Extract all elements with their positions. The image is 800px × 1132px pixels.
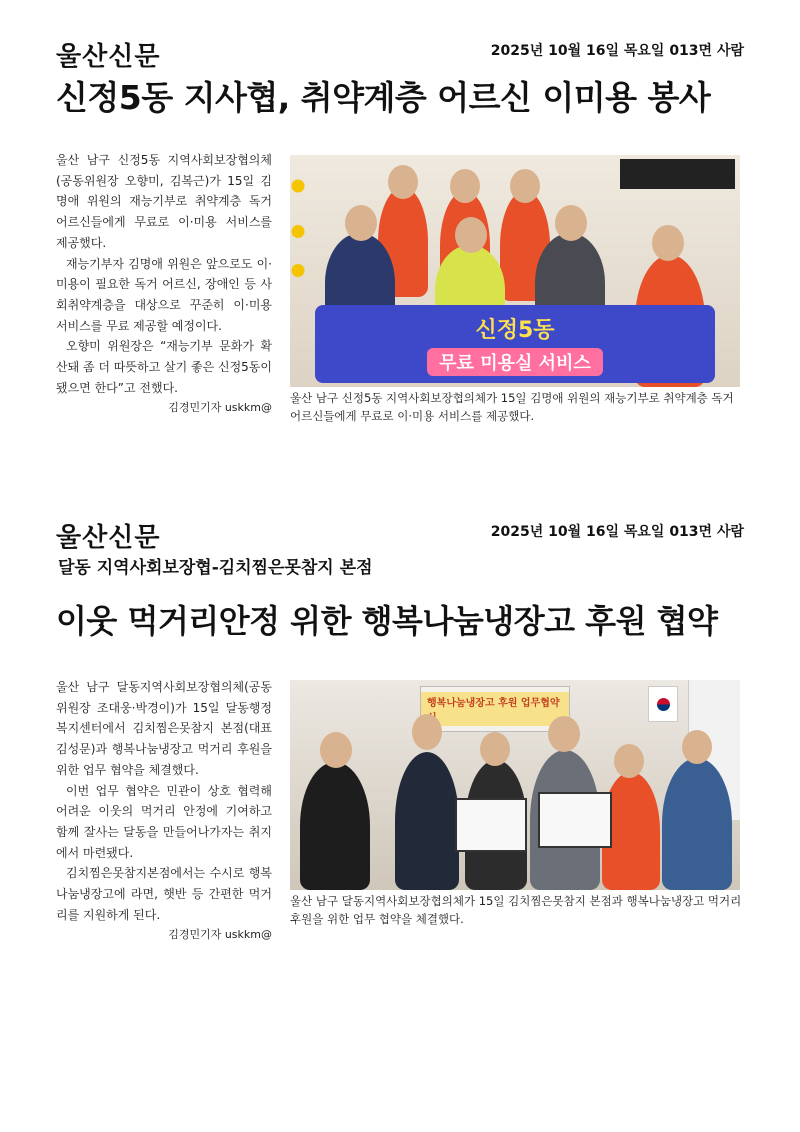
agreement-document	[455, 798, 527, 852]
photo-caption: 울산 남구 신정5동 지역사회보장협의체가 15일 김명애 위원의 재능기부로 취약계층 독거 어르신들에게 무료로 이·미용 서비스를 제공했다.	[290, 391, 734, 423]
photo-banner	[315, 305, 715, 383]
masthead: 울산신문	[56, 523, 161, 553]
banner-title: 신정5동	[475, 317, 555, 343]
headline: 이웃 먹거리안정 위한 행복나눔냉장고 후원 협약	[56, 602, 718, 640]
photo-banner	[420, 686, 570, 732]
paragraph: 오향미 위원장은 “재능기부 문화가 확산돼 좀 더 따뜻하고 살기 좋은 신정5동이 됐으면 한다”고 전했다.	[56, 339, 272, 395]
news-photo	[290, 680, 740, 890]
paragraph: 울산 남구 신정5동 지역사회보장협의체(공동위원장 오향미, 김복근)가 15일 김명애 위원의 재능기부로 취약계층 독거 어르신들에게 무료로 이·미용 서비스를 제공했다.	[56, 153, 272, 250]
byline: 김경민기자 uskkm@	[168, 401, 272, 415]
person	[300, 762, 370, 890]
person-head	[455, 217, 487, 253]
paragraph: 울산 남구 달동지역사회보장협의체(공동위원장 조대웅·박경이)가 15일 달동행정복지센터에서 김치찜은못참지 본점(대표 김성문)과 행복나눔냉장고 먹거리 후원을 위한 업무 협약을 체결했다.	[56, 680, 272, 777]
person-head	[652, 225, 684, 261]
news-photo	[290, 155, 740, 387]
person	[662, 758, 732, 890]
agreement-document	[538, 792, 612, 848]
article-2	[0, 500, 800, 980]
person-head	[450, 169, 480, 203]
paragraph: 재능기부자 김명애 위원은 앞으로도 이·미용이 필요한 독거 어르신, 장애인 등 사회취약계층을 대상으로 꾸준히 이·미용 서비스를 무료 제공할 예정이다.	[56, 256, 272, 333]
paragraph: 이번 업무 협약은 민관이 상호 협력해 어려운 이웃의 먹거리 안정에 기여하고 함께 잘사는 달동을 만들어나가자는 취지에서 마련됐다.	[56, 783, 272, 860]
masthead: 울산신문	[56, 42, 161, 72]
article-1	[0, 0, 800, 500]
person	[395, 752, 459, 890]
dateline: 2025년 10월 16일 목요일 013면 사람	[490, 43, 744, 59]
photo-caption: 울산 남구 달동지역사회보장협의체가 15일 김치찜은못참지 본점과 행복나눔냉장고 먹거리 후원을 위한 업무 협약을 체결했다.	[290, 894, 742, 926]
paragraph: 김치찜은못참지본점에서는 수시로 행복나눔냉장고에 라면, 햇반 등 간편한 먹거리를 지원하게 된다.	[56, 866, 272, 922]
person-head	[555, 205, 587, 241]
person-head	[320, 732, 352, 768]
sunflower-decoration	[290, 160, 306, 290]
person-head	[682, 730, 712, 764]
article-body	[56, 677, 272, 946]
subheadline: 달동 지역사회보장협-김치찜은못참지 본점	[58, 558, 373, 578]
person-head	[345, 205, 377, 241]
dateline: 2025년 10월 16일 목요일 013면 사람	[490, 524, 744, 540]
person-head	[412, 714, 442, 750]
person-head	[388, 165, 418, 199]
person-head	[510, 169, 540, 203]
person-head	[480, 732, 510, 766]
tv-screen	[620, 159, 735, 189]
headline: 신정5동 지사협, 취약계층 어르신 이미용 봉사	[56, 78, 711, 117]
article-body	[56, 150, 272, 419]
banner-subtitle: 무료 미용실 서비스	[427, 348, 603, 376]
person-head	[548, 716, 580, 752]
korean-flag-icon	[648, 686, 678, 722]
banner-text: 행복나눔냉장고 후원 업무협약	[421, 692, 569, 726]
byline: 김경민기자 uskkm@	[168, 928, 272, 942]
person-head	[614, 744, 644, 778]
